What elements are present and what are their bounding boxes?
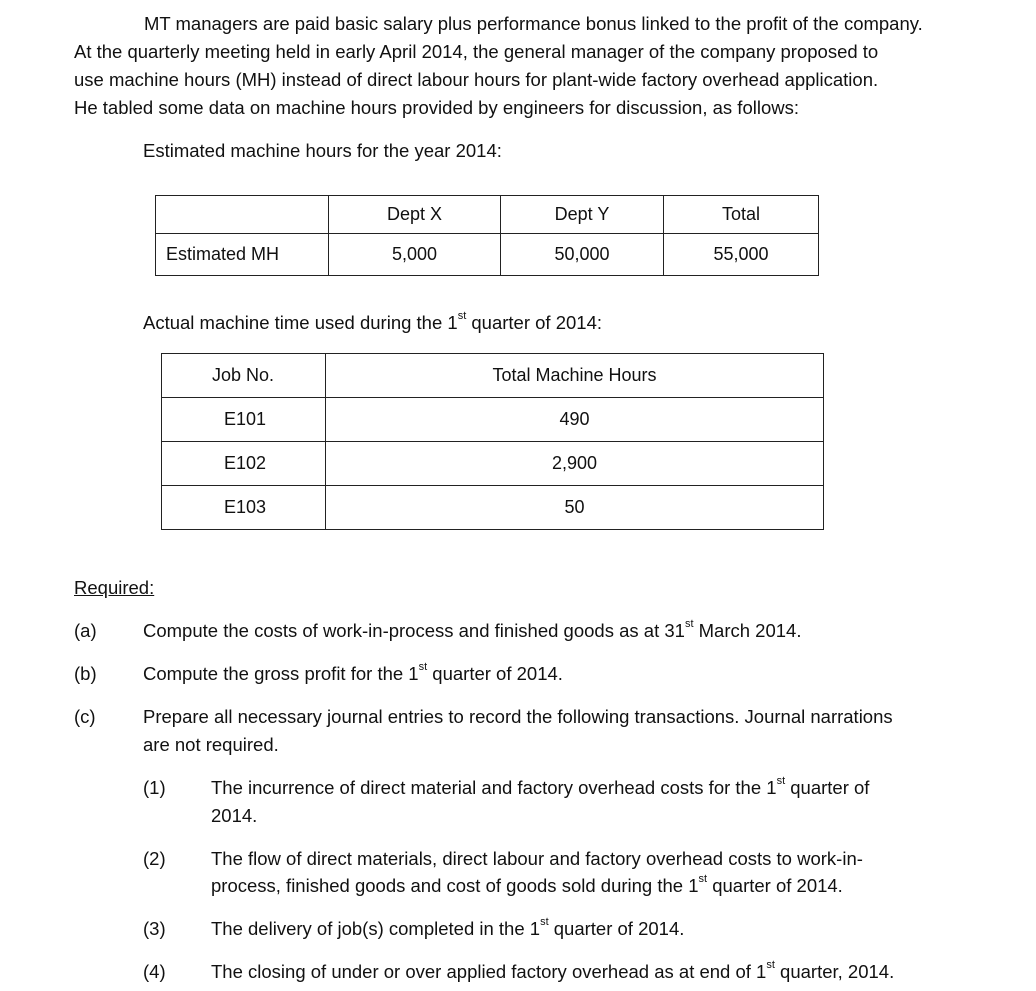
sub-item-1-line1: The incurrence of direct material and factory overhead costs for the 1st quarter of (211, 775, 870, 798)
table-cell: Estimated MH (156, 234, 329, 276)
intro-line: At the quarterly meeting held in early April 2014, the general manager of the company proposed to (74, 41, 879, 62)
table-header-row (162, 354, 824, 398)
sub-item-3: The delivery of job(s) completed in the 1st quarter of 2014. (211, 916, 685, 939)
sub-item-4: The closing of under or over applied factory overhead as at end of 1st quarter, 2014. (211, 959, 895, 982)
table-header-cell: Job No. (162, 354, 326, 398)
table-cell: 490 (326, 398, 824, 442)
sub-item-number: (2) (143, 848, 166, 869)
table-header-cell: Dept Y (501, 196, 664, 234)
sub-item-2-line1: The flow of direct materials, direct labour and factory overhead costs to work-in- (211, 848, 863, 869)
estimated-mh-table (155, 195, 819, 276)
table-cell: 55,000 (664, 234, 819, 276)
actual-mh-table (161, 353, 824, 530)
table-cell: E102 (162, 442, 326, 486)
sub-item-number: (4) (143, 961, 166, 982)
required-item-a: Compute the costs of work-in-process and finished goods as at 31st March 2014. (143, 618, 802, 641)
intro-paragraph (74, 10, 940, 122)
table-header-cell: Total Machine Hours (326, 354, 824, 398)
table-row (156, 234, 819, 276)
actual-heading: Actual machine time used during the 1st quarter of 2014: (143, 310, 603, 333)
table-row (162, 398, 824, 442)
required-item-c-line1: Prepare all necessary journal entries to record the following transactions. Journal narrations (143, 706, 893, 727)
table-cell: E101 (162, 398, 326, 442)
table-row (162, 486, 824, 530)
estimated-heading: Estimated machine hours for the year 2014: (143, 140, 502, 161)
sub-item-number: (3) (143, 918, 166, 939)
required-item-c-line2: are not required. (143, 734, 279, 755)
sub-item-2-line2: process, finished goods and cost of goods sold during the 1st quarter of 2014. (211, 873, 843, 896)
table-header-cell: Total (664, 196, 819, 234)
table-cell: E103 (162, 486, 326, 530)
sub-item-1-line2: 2014. (211, 805, 258, 826)
table-row (162, 442, 824, 486)
intro-line: He tabled some data on machine hours provided by engineers for discussion, as follows: (74, 97, 799, 118)
table-cell: 50 (326, 486, 824, 530)
item-number: (a) (74, 620, 97, 641)
table-header-row (156, 196, 819, 234)
item-number: (b) (74, 663, 97, 684)
sub-item-number: (1) (143, 777, 166, 798)
intro-line: use machine hours (MH) instead of direct labour hours for plant-wide factory overhead application. (74, 69, 879, 90)
table-cell: 2,900 (326, 442, 824, 486)
table-header-cell (156, 196, 329, 234)
required-item-b: Compute the gross profit for the 1st quarter of 2014. (143, 661, 563, 684)
intro-line: MT managers are paid basic salary plus performance bonus linked to the profit of the company. (144, 13, 923, 34)
table-cell: 5,000 (329, 234, 501, 276)
table-header-cell: Dept X (329, 196, 501, 234)
table-cell: 50,000 (501, 234, 664, 276)
required-label: Required: (74, 577, 155, 598)
item-number: (c) (74, 706, 96, 727)
